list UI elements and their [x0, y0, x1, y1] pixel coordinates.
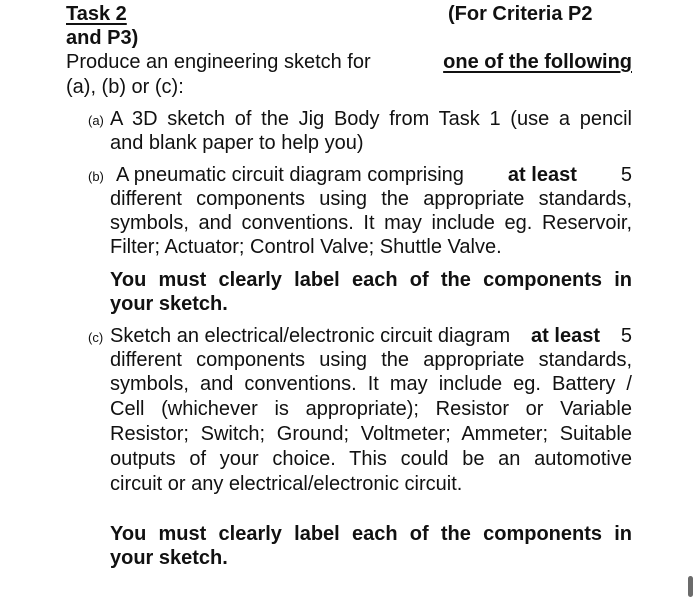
- item-c-line-1: [110, 324, 632, 348]
- item-b-note-line-1: You must clearly label each of the components in: [110, 269, 632, 291]
- item-c-line-6: outputs of your choice. This could be an automotive: [110, 448, 632, 470]
- item-c-line-4: Cell (whichever is appropriate); Resistor or Variable: [110, 398, 632, 420]
- item-c-line-3: symbols, and conventions. It may include eg. Battery /: [110, 373, 632, 395]
- vertical-scrollbar-thumb[interactable]: [688, 576, 693, 597]
- item-text: 5: [620, 325, 632, 347]
- intro-emphasis: one of the following: [443, 51, 632, 73]
- item-emphasis: at least: [507, 164, 577, 186]
- item-c-note-line-1: You must clearly label each of the components in: [110, 523, 632, 545]
- item-c-note-line-2: your sketch.: [110, 547, 228, 569]
- item-label: (a): [88, 113, 104, 128]
- item-c-line-7: circuit or any electrical/electronic circuit.: [110, 473, 463, 495]
- intro-text: Produce an engineering sketch for: [66, 51, 371, 73]
- item-b-note-line-2: your sketch.: [110, 293, 228, 315]
- item-text: Sketch an electrical/electronic circuit diagram: [110, 325, 511, 347]
- item-c-label: [88, 324, 103, 350]
- item-emphasis: at least: [531, 325, 600, 347]
- item-b-line-3: symbols, and conventions. It may include eg. Reservoir,: [110, 212, 632, 234]
- item-b-line-4: Filter; Actuator; Control Valve; Shuttle Valve.: [110, 236, 502, 258]
- item-c-line-2: different components using the appropriate standards,: [110, 349, 632, 371]
- item-b-line-2: different components using the appropriate standards,: [110, 188, 632, 210]
- item-a-label: [88, 107, 104, 133]
- item-c-line-5: Resistor; Switch; Ground; Voltmeter; Ammeter; Suitable: [110, 423, 632, 445]
- item-b-line-1: [116, 163, 632, 187]
- item-text: 5: [620, 164, 632, 186]
- intro-line-1: [66, 50, 632, 74]
- item-label: (c): [88, 330, 104, 345]
- item-a-line-2: and blank paper to help you): [110, 132, 364, 154]
- criteria-label: (For Criteria P2: [448, 3, 593, 25]
- task-heading: Task 2: [66, 3, 127, 25]
- item-b-label: [88, 163, 104, 189]
- intro-line-2: (a), (b) or (c):: [66, 76, 184, 98]
- criteria-continuation: and P3): [66, 27, 139, 49]
- item-label: (b): [88, 169, 104, 184]
- item-a-line-1: A 3D sketch of the Jig Body from Task 1 (use a pencil: [110, 108, 632, 130]
- item-text: A pneumatic circuit diagram comprising: [116, 164, 464, 186]
